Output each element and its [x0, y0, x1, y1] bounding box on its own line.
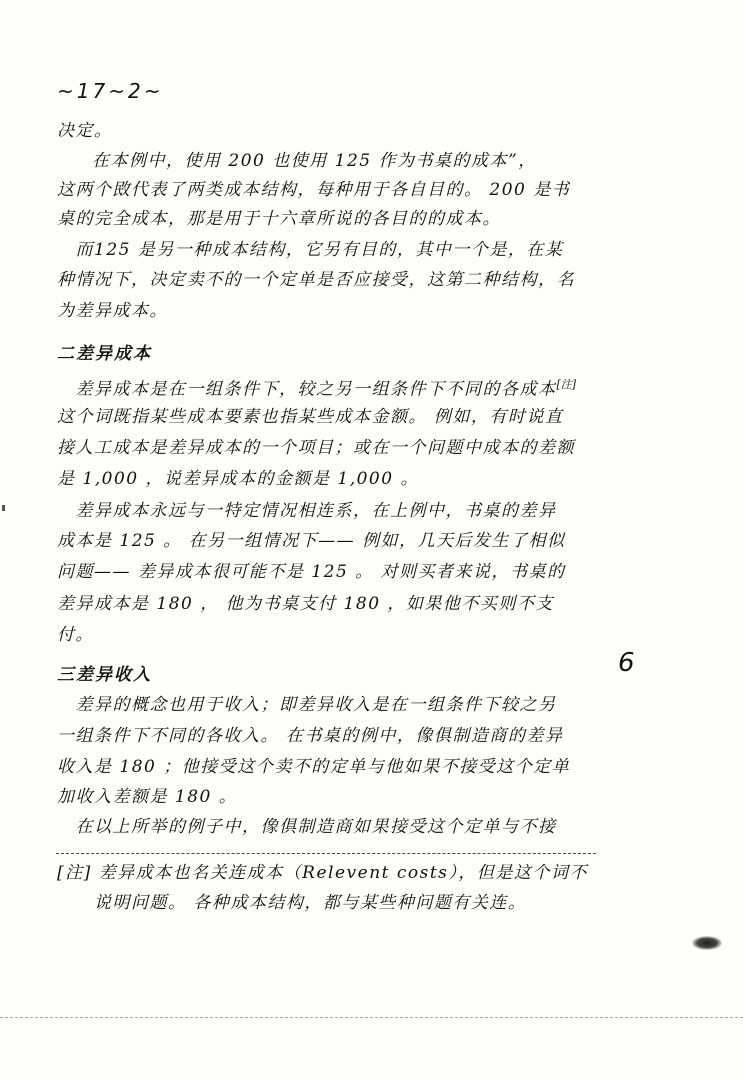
text-line-1: 决定。 [57, 121, 113, 141]
text-line-12: 是 1,000 ，说差异成本的金额是 1,000 。 [57, 469, 419, 489]
text-line-7: 为差异成本。 [57, 301, 168, 321]
text-line-4: 桌的完全成本，那是用于十六章所说的各目的的成本。 [57, 209, 501, 229]
text-line-21: 收入是 180 ；他接受这个卖不的定单与他如果不接受这个定单 [57, 757, 571, 777]
text-line-5: 而125 是另一种成本结构，它另有目的，其中一个是，在某 [57, 240, 564, 260]
text-line-23: 在以上所举的例子中，像俱制造商如果接受这个定单与不接 [57, 817, 557, 837]
margin-annotation: 6 [618, 648, 635, 678]
scan-mark [2, 505, 5, 511]
ink-smudge [692, 936, 722, 950]
text-line-22: 加收入差额是 180 。 [57, 787, 238, 807]
section-heading-differential-revenue: 三差异收入 [57, 665, 152, 685]
text-line-6: 种情况下，决定卖不的一个定单是否应接受，这第二种结构，名 [57, 270, 575, 290]
text-line-3: 这两个敃代表了两类成本结构，每种用于各自目的。 200 是书 [57, 180, 571, 200]
footnote-reference: [注] [556, 378, 577, 391]
text-line-19: 差异的概念也用于收入；即差异收入是在一组条件下较之另 [57, 695, 557, 715]
section-heading-differential-cost: 二差异成本 [57, 344, 152, 364]
text-line-16: 差异成本是 180 ， 他为书桌支付 180 ，如果他不买则不支 [57, 594, 554, 614]
footnote-line-2: 说明问题。 各种成本结构，都与某些种问题有关连。 [57, 893, 527, 913]
text-line-9 [57, 374, 576, 401]
text-line-20: 一组条件下不同的各收入。 在书桌的例中，像俱制造商的差异 [57, 726, 564, 746]
footnote-line-1: [注] 差异成本也名关连成本（Relevent costs），但是这个词不 [57, 863, 588, 883]
page-number-header: ~17~2~ [57, 79, 164, 103]
text-line-2: 在本例中，使用 200 也使用 125 作为书桌的成本”， [92, 151, 537, 171]
text-line-15: 问题—— 差异成本很可能不是 125 。 对则买者来说，书桌的 [57, 562, 566, 582]
text-line-9-body: 差异成本是在一组条件下，较之另一组条件下不同的各成本 [57, 379, 557, 400]
footnote-divider [56, 853, 596, 854]
text-line-10: 这个词既指某些成本要素也指某些成本金额。 例如，有时说直 [57, 407, 564, 427]
text-line-14: 成本是 125 。 在另一组情况下—— 例如，几天后发生了相似 [57, 531, 566, 551]
text-line-11: 接人工成本是差异成本的一个项目；或在一个问题中成本的差额 [57, 438, 575, 458]
text-line-13: 差异成本永远与一特定情况相连系，在上例中，书桌的差异 [57, 501, 557, 521]
text-line-17: 付。 [57, 625, 94, 645]
scan-edge-line [0, 1017, 743, 1018]
